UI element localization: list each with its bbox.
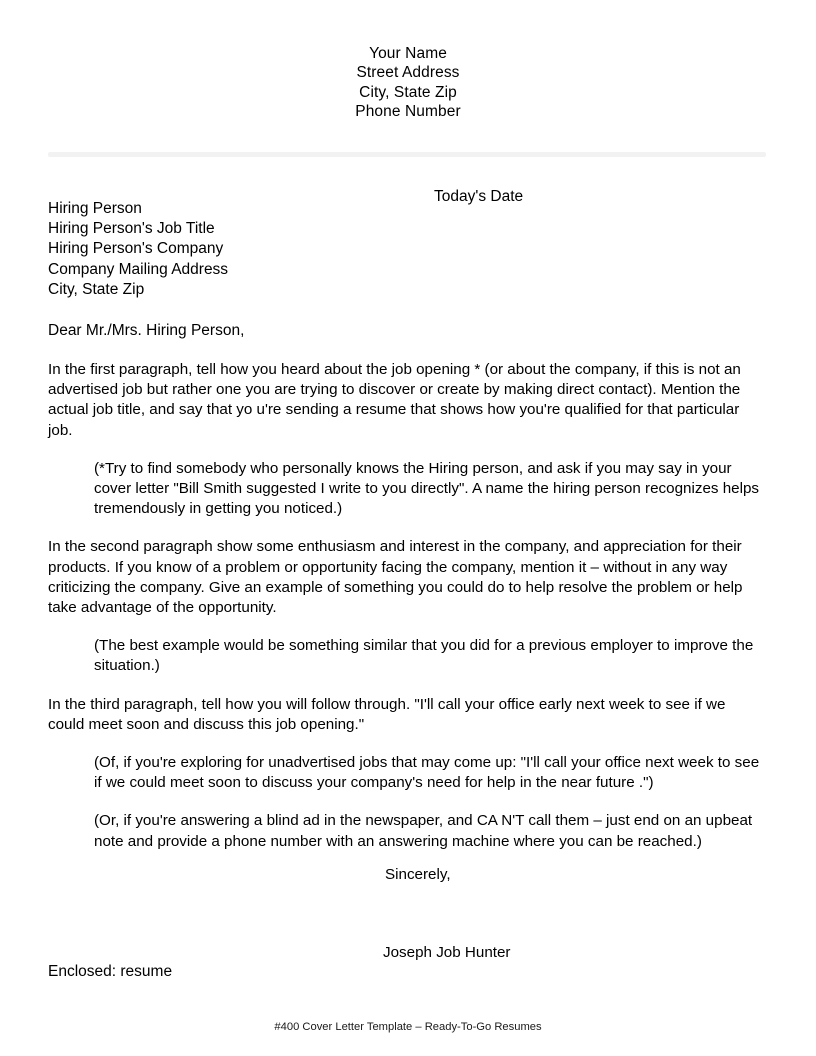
paragraph-first-note: (*Try to find somebody who personally knows the Hiring person, and ask if you may say in your cover letter "Bill Smith suggested I write to you directly". A name the hiring person recognizes helps tremendously in getting you noticed.) [94, 459, 760, 518]
paragraph-second: In the second paragraph show some enthusiasm and interest in the company, and appreciation for their products. If you know of a problem or opportunity facing the company, mention it – without in any way criticizing the company. Give an example of something you could do to help resolve the problem or help take advantage of the opportunity. [48, 538, 743, 617]
letterhead-street-address: Street Address [356, 64, 460, 82]
letterhead-phone-number: Phone Number [355, 102, 461, 120]
recipient-name: Hiring Person [48, 200, 142, 217]
paragraph-first: In the first paragraph, tell how you heard about the job opening * (or about the company, if this is not an advertised job but rather one you are trying to discover or create by making direct contact). Mention the actual job title, and say that yo u're sending a resume that shows how you're qualified for that particular job. [48, 361, 741, 439]
letterhead-name: Your Name [369, 45, 447, 62]
letterhead-block [0, 44, 816, 121]
paragraph-second-note: (The best example would be something similar that you did for a previous employer to improve the situation.) [94, 637, 754, 675]
recipient-company: Hiring Person's Company [48, 240, 224, 258]
letterhead-city-state-zip: City, State Zip [359, 83, 457, 101]
header-divider [48, 152, 766, 157]
paragraph-third-note-a: (Of, if you're exploring for unadvertised jobs that may come up: "I'll call your office next week to see if we could meet soon to discuss your company's need for help in the near future .") [94, 754, 760, 792]
salutation: Dear Mr./Mrs. Hiring Person, [48, 322, 245, 339]
recipient-address-block [48, 199, 568, 300]
closing-salutation: Sincerely, [385, 866, 451, 883]
recipient-job-title: Hiring Person's Job Title [48, 220, 215, 238]
paragraph-third-note-b: (Or, if you're answering a blind ad in the newspaper, and CA N'T call them – just end on an upbeat note and provide a phone number with an answering machine where you can be reached.) [94, 812, 753, 850]
letter-body [48, 360, 760, 870]
paragraph-third: In the third paragraph, tell how you will follow through. "I'll call your office early next week to see if we could meet soon and discuss this job opening." [48, 695, 726, 733]
recipient-mailing-address: Company Mailing Address [48, 260, 229, 278]
letter-date: Today's Date [434, 188, 524, 205]
signer-name: Joseph Job Hunter [383, 944, 511, 961]
page-footer: #400 Cover Letter Template – Ready-To-Go Resumes [274, 1021, 542, 1033]
recipient-city-state-zip: City, State Zip [48, 280, 145, 298]
enclosure-line: Enclosed: resume [48, 963, 173, 980]
